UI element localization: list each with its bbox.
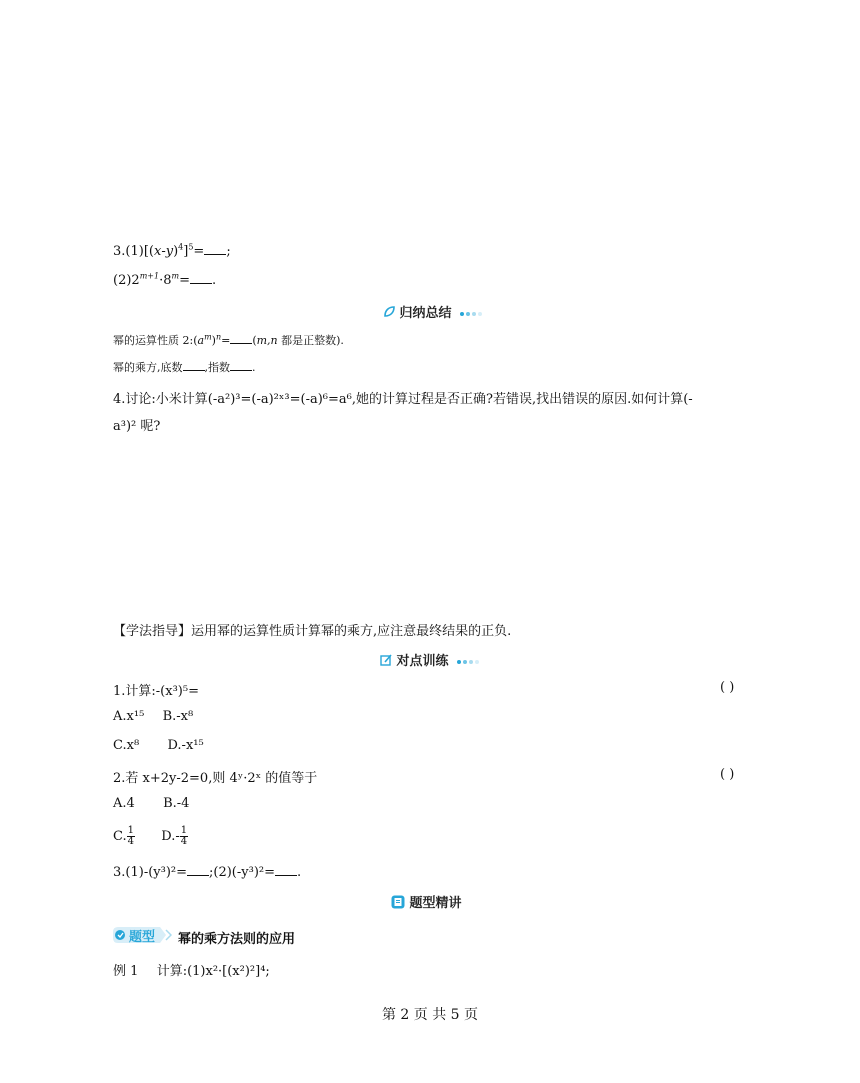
edit-icon	[380, 654, 392, 666]
answer-blank[interactable]	[230, 333, 252, 344]
fraction: $\frac{1}{4}$	[127, 825, 134, 847]
question-3-part-1: $3.(1)[(x-y)^4]^5=$ ;	[113, 242, 231, 259]
answer-bracket[interactable]: ( )	[720, 767, 735, 782]
practice-1-options-ab	[113, 709, 193, 724]
section-heading: 题型精讲	[391, 892, 462, 911]
power-property: 幂的运算性质 $2:(a^m)^n= (m,n$ 都是正整数).	[113, 332, 344, 347]
answer-blank[interactable]	[183, 360, 205, 371]
option-a[interactable]: A.4	[113, 796, 135, 811]
answer-blank[interactable]	[190, 273, 212, 284]
answer-bracket[interactable]: ( )	[720, 680, 735, 695]
option-c[interactable]: C.x⁸	[113, 738, 140, 753]
decorative-dots	[460, 306, 484, 321]
decorative-dots	[457, 654, 481, 669]
discussion-line-1: 4.讨论:小米计算(-a²)³=(-a)²ˣ³=(-a)⁶=a⁶,她的计算过程是否正确?若错误,找出错误的原因.如何计算(-	[113, 392, 693, 407]
discussion-line-2: a³)² 呢?	[113, 419, 161, 434]
book-icon	[391, 895, 405, 909]
example-text: 计算:(1)x²·[(x²)²]⁴;	[156, 964, 270, 979]
answer-blank[interactable]	[230, 360, 252, 371]
answer-blank[interactable]	[204, 244, 226, 255]
practice-question-2: 2.若 x+2y-2=0,则 4ʸ·2ˣ 的值等于	[113, 771, 318, 786]
practice-question-1: 1.计算:-(x³)⁵=	[113, 684, 199, 699]
page-footer: 第 2 页 共 5 页	[381, 1007, 479, 1023]
option-d[interactable]: D.-x¹⁵	[167, 738, 204, 753]
study-guide: 【学法指导】运用幂的运算性质计算幂的乘方,应注意最终结果的正负.	[113, 624, 512, 639]
leaf-icon	[383, 306, 395, 318]
summary-heading: 归纳总结	[383, 302, 484, 321]
practice-1-options-cd	[113, 738, 204, 753]
answer-blank[interactable]	[187, 865, 209, 876]
practice-2-options-cd	[113, 826, 188, 847]
example-label: 例 1	[113, 964, 139, 979]
option-c[interactable]: C. $\frac{1}{4}$	[113, 825, 134, 847]
option-b[interactable]: B.-x⁸	[162, 709, 194, 724]
option-d[interactable]: D.- $\frac{1}{4}$	[161, 825, 188, 847]
practice-question-3: 3.(1)-(y³)²= ;(2)(-y³)²= .	[113, 865, 302, 880]
practice-2-options-ab	[113, 796, 189, 811]
practice-heading: 对点训练	[380, 650, 481, 669]
power-rule: 幂的乘方,底数 ,指数 .	[113, 361, 256, 374]
example-1	[113, 960, 270, 979]
question-3-part-2: $(2)2^{m+1}\cdot 8^m=$ .	[113, 271, 217, 288]
topic-title: 幂的乘方法则的应用	[178, 932, 296, 947]
answer-blank[interactable]	[275, 865, 297, 876]
option-b[interactable]: B.-4	[163, 796, 190, 811]
option-a[interactable]: A.x¹⁵	[113, 709, 145, 724]
fraction: $\frac{1}{4}$	[180, 825, 188, 847]
